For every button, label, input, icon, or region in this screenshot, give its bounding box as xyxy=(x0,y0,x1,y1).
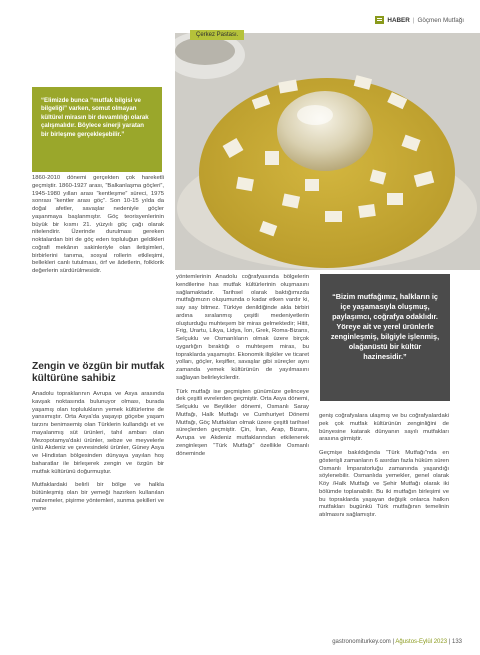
paragraph: Türk mutfağı ise geçmişten günümüze gelinceye dek çeşitli evrelerden geçmiştir. Orta Asya dönemi, Selçuklu ve Beylikler dönemi, Osmanlı Saray Mutfağı, Halk Mutfağı ve Cumhuriyet Dönemi Mutfağı, Göç Mutfakları olmak üzere çeşitli tarihsel süreçlerden geçmiştir. Çin, İran, Arap, Bizans, Avrupa ve Akdeniz mutfaklarından etkilenerek zenginleşen “Türk Mutfağı” özellikle Osmanlı döneminde xyxy=(176,388,309,457)
footer-site: gastronomiturkey.com xyxy=(332,639,391,645)
footer-separator: | xyxy=(448,639,451,645)
paragraph: Geçmişe bakıldığında “Türk Mutfağı”nda en gösterişli zamanların 6 asırdan fazla hüküm süren Osmanlı İmparatorluğu zamanında yaşandığı söylenebilir. Osmanlıda yemekler, genel olarak Köy /Halk Mutfağı ve Şehir Mutfağı olarak iki bölümde toplanabilir. Bu iki mutfağın birleşimi ve bu topraklarda yaşayan değişik onlarca halkın mutfakları bugünkü Türk mutfağının temelinin atılmasını sağlamıştır. xyxy=(319,450,449,518)
column-1 xyxy=(32,175,164,282)
page-header xyxy=(375,16,464,24)
paragraph: Anadolu topraklarının Avrupa ve Asya arasında kavşak noktasında bulunuyor olması, burada yaşamış olan toplulukların yemek kültürlerine de yansımıştır. Orta Asya'da yaşayıp göçebe yaşam tarzını benimsemiş olan Türklerin kullandığı et ve mayalanmış süt ürünleri, tahıl ambarı olan Mezopotamya'daki ürünler, sebze ve meyvelerle ünlü Akdeniz ve çevresindeki ürünler, Güney Asya ve Hindistan bölgesinden dünyaya yayılan hoş baharatlar ile birleşerek zengin ve özgün bir mutfak kültürünü doğurmuştur. xyxy=(32,391,164,475)
page-footer xyxy=(332,639,462,645)
footer-issue: Ağustos-Eylül 2023 xyxy=(395,639,448,645)
header-separator: | xyxy=(412,16,415,24)
subheading: Zengin ve özgün bir mutfak kültürüne sahibiz xyxy=(32,361,165,384)
photo-caption: Çerkez Pastası. xyxy=(190,30,244,40)
paragraph: yöntemlerinin Anadolu coğrafyasında bölgelerin kendilerine has mutfak kültürlerinin oluşmasını sağlamaktadır. Tarihsel olarak baktığımızda mutfağımızın oluşumunda o kadar etken vardır ki, say say bitmez. Türkiye denildiğinde akla birbiri ardına sıralanmış çeşitli medeniyetlerin oluşturduğu muhteşem bir miras gelmektedir; Hitit, Frig, Urartu, Likya, Lidya, İon, Grek, Roma-Bizans, Selçuklu ve Osmanlıların olmak üzere birçok uygarlığın bıraktığı o muhteşem miras, bu topraklarda yaşamıştır. Ekonomik ilişkiler ve ticaret yolları, göçler, keşifler, savaşlar gibi süreçler aynı zamanda yemek kültürünün de yayılmasını sağlayan belirleyicilerdir. xyxy=(176,274,309,381)
paragraph: Mutfaklardaki belirli bir bölge ve halkla bütünleşmiş olan bir yemeği hazırken kullanılan malzemeler, pişirme yöntemleri, sunma şekilleri ve yeme xyxy=(32,482,164,512)
column-3 xyxy=(319,413,449,526)
paragraph: 1860-2010 dönemi gerçekten çok hareketli geçmiştir. 1860-1927 arası, “Balkanlaşma göçleri”, 1945-1980 yılları arası “kentleşme” süreci, 1975 sonrası “kentler arası göç”. Son 10-15 yılda da doğal afetler, savaşlar nedeniyle göçler yaşanmaya başlanmıştır. Göç teorisyenlerinin büyük bir kısmı 21. yüzyılı göç çağı olarak nitelendirir. Üzerinde durulması gereken noktalardan biri de göç eden topluluğun geldikleri coğrafi mekânın sakinleriyle olan iletişimleri, birbirlerini tanıma, sosyal rollerin etkileşimi, bellekleri canlı tutulması, örf ve âdetlerin, folklorik değerlerin sürdürülmesidir. xyxy=(32,175,164,274)
paragraph: geniş coğrafyalara ulaşmış ve bu coğrafyalardaki pek çok mutfak kültürünün zenginliğini de bünyesine katarak dünyanın sayılı mutfakları arasına girmiştir. xyxy=(319,413,449,443)
pull-quote-text: “Elimizde bunca “mutfak bilgisi ve bilgeliği” varken, somut olmayan kültürel mirasın bir devamlılığı olarak çalışmalıdır. Böylece sinerji yaratan bir birleşme gerçekleşebilir.” xyxy=(41,97,149,138)
page-number: 133 xyxy=(451,639,462,645)
column-2 xyxy=(176,274,309,464)
pull-quote-text: “Bizim mutfağımız, halkların iç içe yaşamasıyla oluşmuş, paylaşımcı, coğrafya odaklıdır. Yöreye ait ve yerel ürünlerle zenginleşmiş, bilgiyle işlenmiş, olağanüstü bir kültür hazinesidir.” xyxy=(330,292,440,361)
column-1-lower xyxy=(32,391,164,519)
section-icon xyxy=(375,16,384,24)
section-label: HABER xyxy=(387,16,410,24)
section-title: Göçmen Mutfağı xyxy=(417,16,464,24)
pull-quote-dark xyxy=(320,274,450,401)
cake-photo xyxy=(175,33,480,270)
pull-quote-green xyxy=(32,87,162,172)
footer-separator: | xyxy=(392,639,395,645)
